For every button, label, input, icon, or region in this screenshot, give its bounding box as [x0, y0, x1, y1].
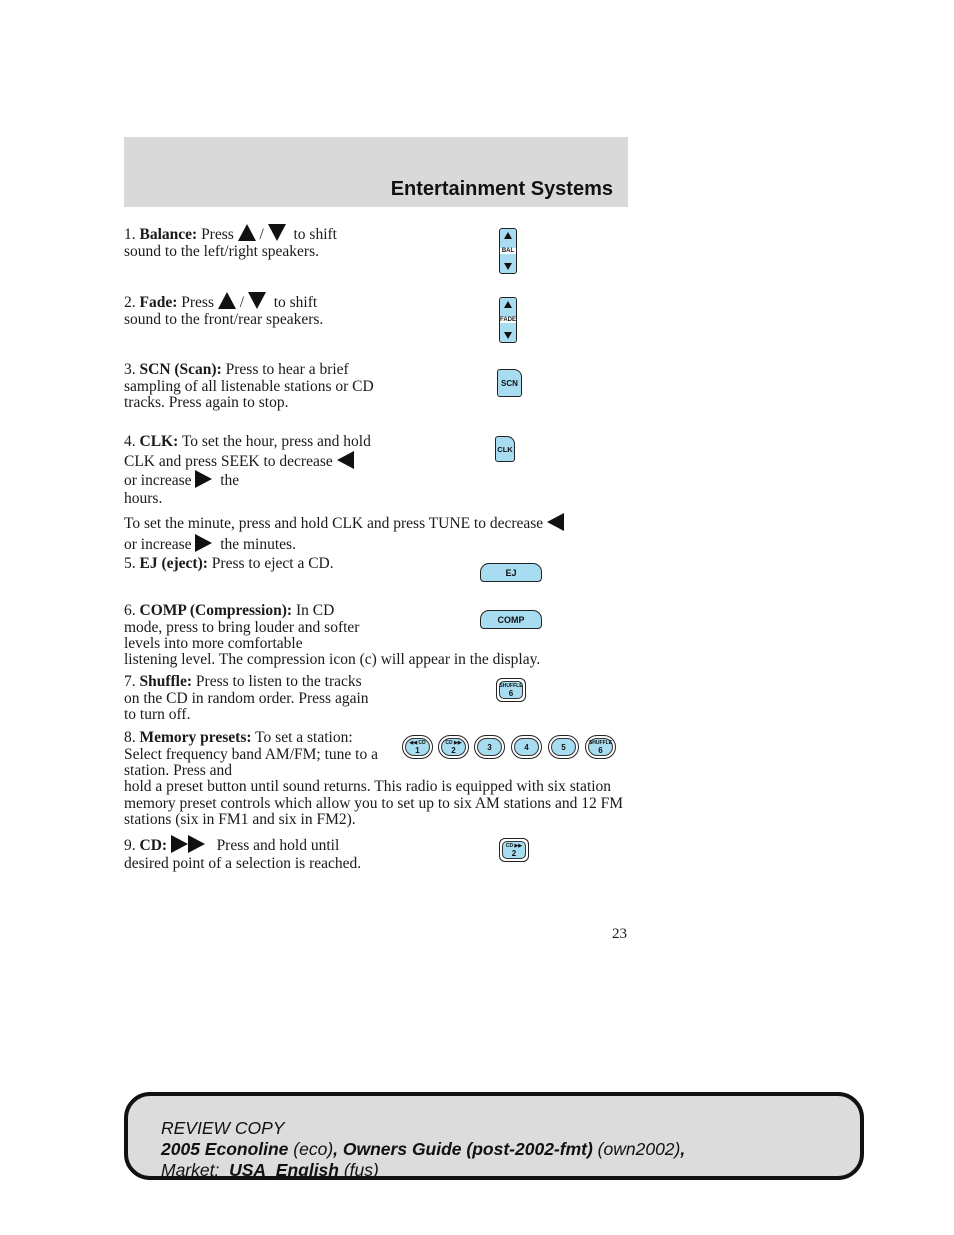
down-arrow-icon [268, 224, 286, 241]
shuffle-label: SHUFFLE [499, 682, 523, 689]
footer-text [161, 1118, 685, 1181]
fade-rocker-button[interactable] [499, 297, 517, 343]
balance-text: 1. Balance: Press / to shift sound to the left/right speakers. [124, 226, 337, 260]
comp-button[interactable]: COMP [480, 610, 542, 629]
fade-text: 2. Fade: Press / to shift sound to the front/rear speakers. [124, 294, 324, 328]
preset-button-2[interactable]: CD ▶▶ 2 [438, 735, 469, 759]
eject-text: 5. EJ (eject): Press to eject a CD. [124, 555, 334, 572]
up-arrow-icon [504, 232, 512, 239]
right-arrow-icon [195, 470, 212, 488]
fast-forward-icon [188, 835, 205, 853]
clk-button[interactable]: CLK [495, 436, 515, 462]
right-arrow-icon [195, 534, 212, 552]
fast-forward-icon [171, 835, 188, 853]
page-number: 23 [612, 926, 627, 942]
comp-text: 6. COMP (Compression): In CD mode, press to bring louder and softer levels into more comfortable [124, 602, 360, 653]
down-arrow-icon [504, 263, 512, 270]
bal-label: BAL [501, 248, 515, 254]
presets-text: 8. Memory presets: To set a station: Select frequency band AM/FM; tune to a station. Press and [124, 729, 378, 780]
shuffle-number: 6 [508, 688, 514, 698]
preset-button-4[interactable]: 4 [511, 735, 542, 759]
balance-rocker-button[interactable] [499, 228, 517, 274]
shuffle-text: 7. Shuffle: Press to listen to the tracks on the CD in random order. Press again to turn off. [124, 673, 369, 724]
scan-text: 3. SCN (Scan): Press to hear a brief sampling of all listenable stations or CD tracks. Press again to stop. [124, 361, 374, 412]
footer-market-line: Market: USA_English (fus) [161, 1160, 379, 1180]
comp-text-continued: listening level. The compression icon (c) will appear in the display. [124, 651, 541, 668]
header-band [124, 137, 628, 207]
cd-text: 9. CD: Press and hold until desired point of a selection is reached. [124, 837, 362, 872]
up-arrow-icon [218, 292, 236, 309]
footer-guide-line: 2005 Econoline (eco), Owners Guide (post-2002-fmt) (own2002), [161, 1139, 686, 1159]
clk-text: 4. CLK: To set the hour, press and hold CLK and press SEEK to decrease or increase the hours. [124, 433, 371, 507]
preset-button-1[interactable]: ◀◀ CD 1 [402, 735, 433, 759]
presets-text-continued: hold a preset button until sound returns. This radio is equipped with six station memory preset controls which allow you to set up to six AM stations and 12 FM stations (six in FM1 and six in FM2). [124, 778, 623, 829]
preset-button-5[interactable]: 5 [548, 735, 579, 759]
shuffle-button[interactable] [496, 678, 526, 702]
section-title: Entertainment Systems [390, 178, 613, 200]
review-label: REVIEW COPY [161, 1118, 285, 1138]
scn-button[interactable]: SCN [497, 369, 522, 397]
up-arrow-icon [238, 224, 256, 241]
minute-text: To set the minute, press and hold CLK and press TUNE to decrease or increase the minutes. [124, 513, 624, 555]
left-arrow-icon [547, 513, 564, 531]
preset-button-6[interactable]: SHUFFLE 6 [585, 735, 616, 759]
preset-button-3[interactable]: 3 [474, 735, 505, 759]
up-arrow-icon [504, 301, 512, 308]
eject-button[interactable]: EJ [480, 563, 542, 582]
left-arrow-icon [337, 451, 354, 469]
down-arrow-icon [504, 332, 512, 339]
fade-label: FADE [500, 317, 517, 323]
down-arrow-icon [248, 292, 266, 309]
cd-seek-button[interactable]: CD ▶▶ 2 [499, 838, 529, 862]
